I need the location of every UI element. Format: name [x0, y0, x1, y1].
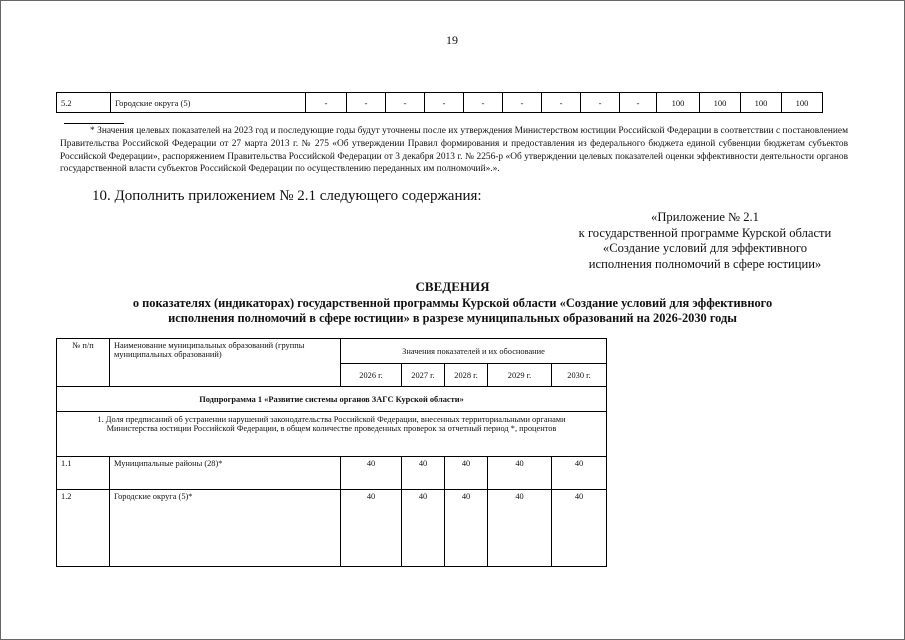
subprogram-title: Подпрограмма 1 «Развитие системы органов ЗАГС Курской области»: [57, 387, 607, 412]
value-cell: 40: [445, 457, 488, 490]
value-cell: -: [620, 93, 657, 113]
appendix-note-line: «Приложение № 2.1: [651, 210, 759, 224]
value-cell: 40: [552, 490, 607, 567]
row-number: 1.1: [57, 457, 110, 490]
row-name: Муниципальные районы (28)*: [110, 457, 341, 490]
value-cell: 40: [341, 490, 402, 567]
indicators-table: [56, 338, 607, 567]
value-cell: 40: [445, 490, 488, 567]
row-name: Городские округа (5)*: [110, 490, 341, 567]
appendix-note-line: «Создание условий для эффективного: [602, 241, 808, 256]
row-number: 5.2: [57, 93, 111, 113]
indicator-title: 1. Доля предписаний об устранении нарушений законодательства Российской Федерации, внесенных территориальными органами Министерства юстиции Российской Федерации, в общем количестве проведенных проверок за отчетный период *, процентов: [57, 412, 607, 457]
appendix-note: [560, 210, 850, 272]
value-cell: -: [425, 93, 464, 113]
value-cell: -: [542, 93, 581, 113]
appendix-note-line: исполнения полномочий в сфере юстиции»: [588, 256, 822, 271]
footnote: * Значения целевых показателей на 2023 год и последующие годы будут уточнены после их утверждения Министерством юстиции Российской Федерации в соответствии с постановлением Правительства Российской Федерации от 27 марта 2013 г. № 275 «Об утверждении Правил формирования и предоставления из федерального бюджета единой субвенции бюджетам субъектов Российской Федерации», распоряжением Правительства Российской Федерации от 3 декабря 2013 г. № 2256-р «Об утверждении целевых показателей оценки эффективности деятельности органов государственной власти субъектов Российской Федерации по осуществлению переданных им полномочий».».: [60, 126, 848, 175]
year-header: 2029 г.: [488, 364, 552, 387]
table-row: [57, 490, 607, 567]
header-name: Наименование муниципальных образований (группы муниципальных образований): [110, 339, 341, 387]
document-title: СВЕДЕНИЯ: [415, 279, 490, 294]
row-number: 1.2: [57, 490, 110, 567]
row-name: Городские округа (5): [111, 93, 306, 113]
value-cell: -: [306, 93, 347, 113]
value-cell: 100: [700, 93, 741, 113]
subtitle-line: исполнения полномочий в сфере юстиции» в разрезе муниципальных образований на 2026-2030 годы: [168, 311, 737, 325]
subtitle-line: о показателях (индикаторах) государственной программы Курской области «Создание условий для эффективного: [132, 296, 773, 310]
value-cell: 100: [782, 93, 823, 113]
value-cell: 100: [741, 93, 782, 113]
table-row: [57, 457, 607, 490]
value-cell: 40: [552, 457, 607, 490]
value-cell: -: [347, 93, 386, 113]
value-cell: 100: [657, 93, 700, 113]
value-cell: 40: [488, 490, 552, 567]
page-number: 19: [446, 33, 458, 47]
value-cell: -: [464, 93, 503, 113]
table-row: [57, 93, 823, 113]
document-subtitle: [0, 296, 905, 326]
value-cell: -: [503, 93, 542, 113]
value-cell: -: [581, 93, 620, 113]
indicator-row: [57, 412, 607, 457]
value-cell: 40: [341, 457, 402, 490]
year-header: 2028 г.: [445, 364, 488, 387]
year-header: 2026 г.: [341, 364, 402, 387]
header-values: Значения показателей и их обоснование: [341, 339, 607, 364]
table-header-row: [57, 339, 607, 364]
footnote-separator: [64, 123, 124, 124]
value-cell: -: [386, 93, 425, 113]
value-cell: 40: [402, 490, 445, 567]
paragraph-10: 10. Дополнить приложением № 2.1 следующего содержания:: [92, 188, 482, 204]
value-cell: 40: [488, 457, 552, 490]
previous-table-fragment: [56, 92, 823, 113]
subprogram-row: [57, 387, 607, 412]
year-header: 2027 г.: [402, 364, 445, 387]
appendix-note-line: к государственной программе Курской области: [578, 225, 832, 240]
header-num: № п/п: [57, 339, 110, 387]
year-header: 2030 г.: [552, 364, 607, 387]
value-cell: 40: [402, 457, 445, 490]
